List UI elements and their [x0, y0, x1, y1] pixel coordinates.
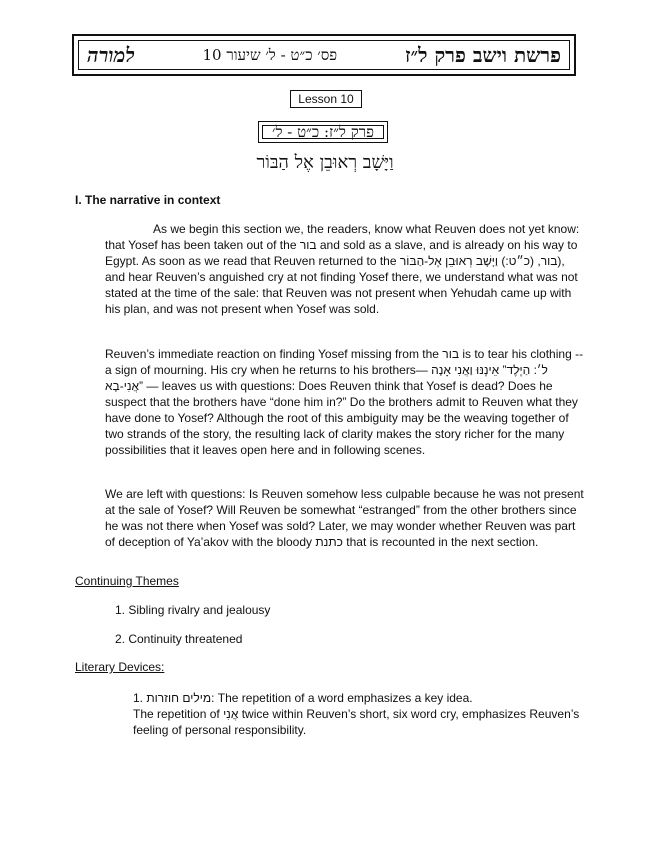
- literary-devices-heading: Literary Devices:: [75, 660, 165, 674]
- perek-label: [258, 121, 388, 143]
- continuing-themes-heading: Continuing Themes: [75, 574, 179, 588]
- paragraph-1: As we begin this section we, the readers, know what Reuven does not yet know: that Yosef has been taken out of the בור and sold as a slave, and is already on his way to Egypt. As soon as we read that Reuven returned to the בור, (כ״ט:) וַיָּשָׁב רְאוּבֵן אֶל-הַבּוֹר), and hear Reuven’s anguished cry at not finding Yosef there, we understand what was not stated at the time of the sale: that Reuven was not present when Yehudah came up with his plan, and was not present when Yosef was sold.: [105, 222, 580, 316]
- paragraph-2: Reuven’s immediate reaction on finding Yosef missing from the בור is to tear his clothing -- a sign of mourning. His cry when he returns to his brothers— ל׳: הַיֶּלֶד” אֵינֶנּוּ וַאֲנִי אָנָה אֲנִי-בָא” — leaves us with questions: Does Reuven think that Yosef is dead? Does he suspect that the brothers have “done him in?” Do the brothers admit to Reuven what they have done to Yosef? Although the root of this ambiguity may be the weaving together of two strands of the story, the resulting lack of clarity makes the story richer for the many possibilities that it leaves open here and in following scenes.: [105, 347, 584, 457]
- verse-title: וַיָּשָׁב רְאוּבֵן אֶל הַבּוֹר: [256, 152, 394, 173]
- section-title: I. The narrative in context: [75, 193, 221, 207]
- theme-item-1: 1. Sibling rivalry and jealousy: [115, 603, 271, 617]
- header-box: [72, 34, 576, 76]
- paragraph-3: We are left with questions: Is Reuven somehow less culpable because he was not present at the sale of Yosef? Will Reuven be somewhat “estranged” from the other brothers since he was not there when Yosef was sold? Later, we may wonder whether Reuven was part of deception of Ya’akov with the bloody כתנת that is recounted in the next section.: [105, 487, 584, 549]
- header-logo: למורה: [87, 42, 135, 67]
- header-parsha: פרשת וישב פרק ל״ז: [404, 42, 561, 67]
- header-inner: [78, 40, 570, 70]
- theme-item-2: 2. Continuity threatened: [115, 632, 243, 646]
- lesson-label: Lesson 10: [290, 90, 362, 108]
- perek-label-text: פרק ל״ז: כ״ט - ל׳: [272, 123, 374, 141]
- header-refs: פס׳ כ״ט - ל׳ שיעור 10: [202, 45, 338, 64]
- literary-device-1: 1. מילים חוזרות: The repetition of a word emphasizes a key idea.: [133, 691, 473, 705]
- literary-device-1-detail: The repetition of אֲנִי twice within Reuven’s short, six word cry, emphasizes Reuven’s feeling of personal responsibility.: [133, 707, 580, 737]
